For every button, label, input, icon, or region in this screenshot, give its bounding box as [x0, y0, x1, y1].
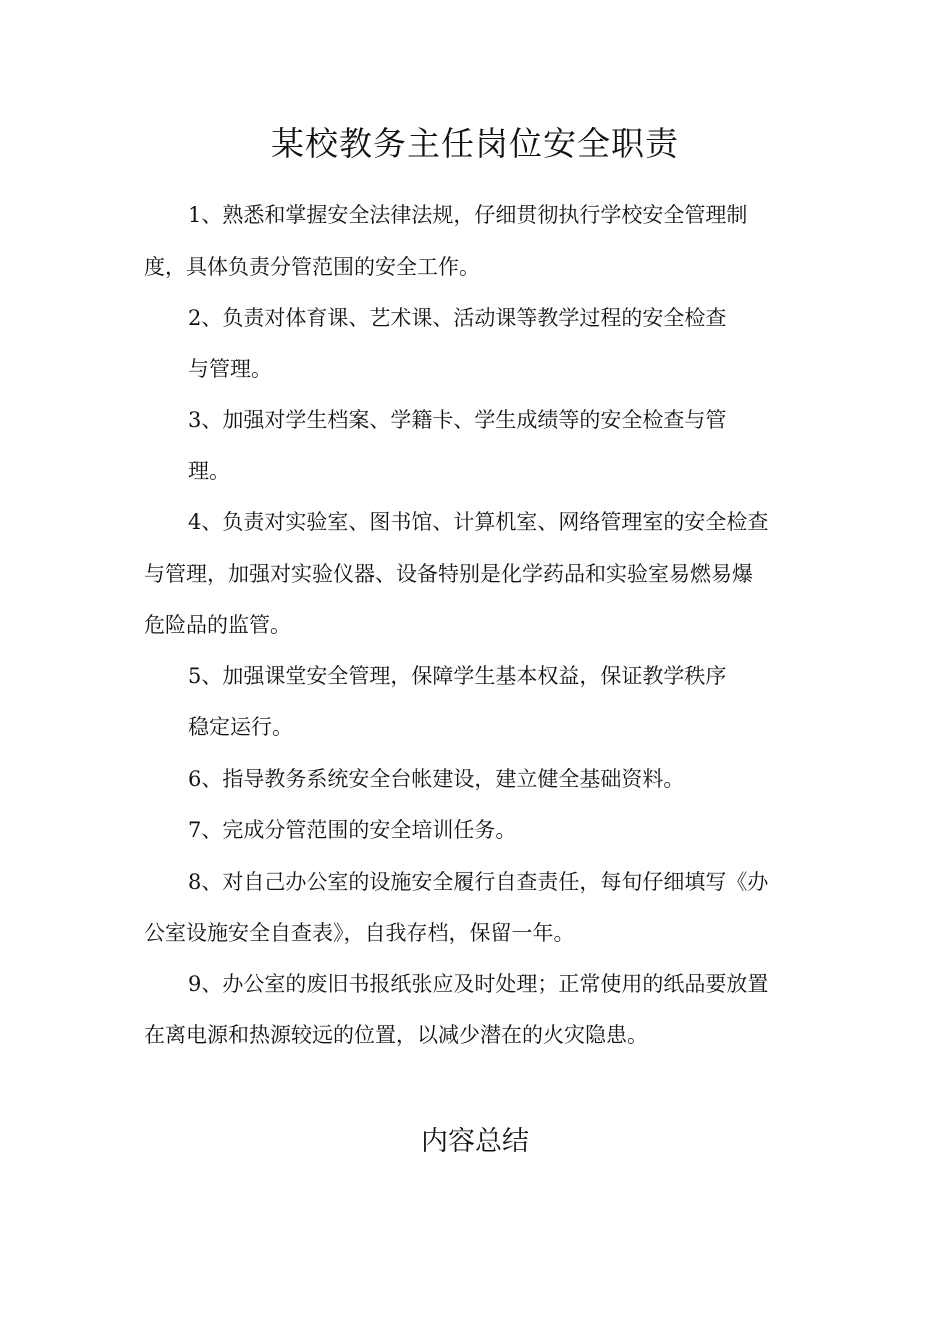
item-5-line-1: 5、加强课堂安全管理，保障学生基本权益，保证教学秩序: [188, 664, 727, 688]
item-3-line-1: 3、加强对学生档案、学籍卡、学生成绩等的安全检查与管: [188, 408, 727, 432]
page-title: 某校教务主任岗位安全职责: [271, 124, 679, 163]
item-4-line-2: 与管理，加强对实验仪器、设备特别是化学药品和实验室易燃易爆: [144, 562, 753, 586]
item-3-line-2: 理。: [188, 459, 230, 483]
item-6-line-1: 6、指导教务系统安全台帐建设，建立健全基础资料。: [188, 767, 685, 791]
item-4-line-3: 危险品的监管。: [144, 613, 291, 637]
item-7-line-1: 7、完成分管范围的安全培训任务。: [188, 818, 517, 842]
item-1-line-2: 度，具体负责分管范围的安全工作。: [144, 255, 480, 279]
item-2-line-2: 与管理。: [188, 357, 272, 381]
item-2-line-1: 2、负责对体育课、艺术课、活动课等教学过程的安全检查: [188, 306, 727, 330]
item-5-line-2: 稳定运行。: [188, 715, 293, 739]
item-9-line-1: 9、办公室的废旧书报纸张应及时处理；正常使用的纸品要放置: [188, 972, 769, 996]
summary-heading: 内容总结: [421, 1126, 529, 1157]
item-8-line-1: 8、对自己办公室的设施安全履行自查责任，每旬仔细填写《办: [188, 870, 769, 894]
item-8-line-2: 公室设施安全自查表》，自我存档，保留一年。: [144, 921, 575, 945]
item-9-line-2: 在离电源和热源较远的位置，以减少潜在的火灾隐患。: [144, 1023, 648, 1047]
item-4-line-1: 4、负责对实验室、图书馆、计算机室、网络管理室的安全检查: [188, 510, 769, 534]
item-1-line-1: 1、熟悉和掌握安全法律法规，仔细贯彻执行学校安全管理制: [188, 203, 748, 227]
